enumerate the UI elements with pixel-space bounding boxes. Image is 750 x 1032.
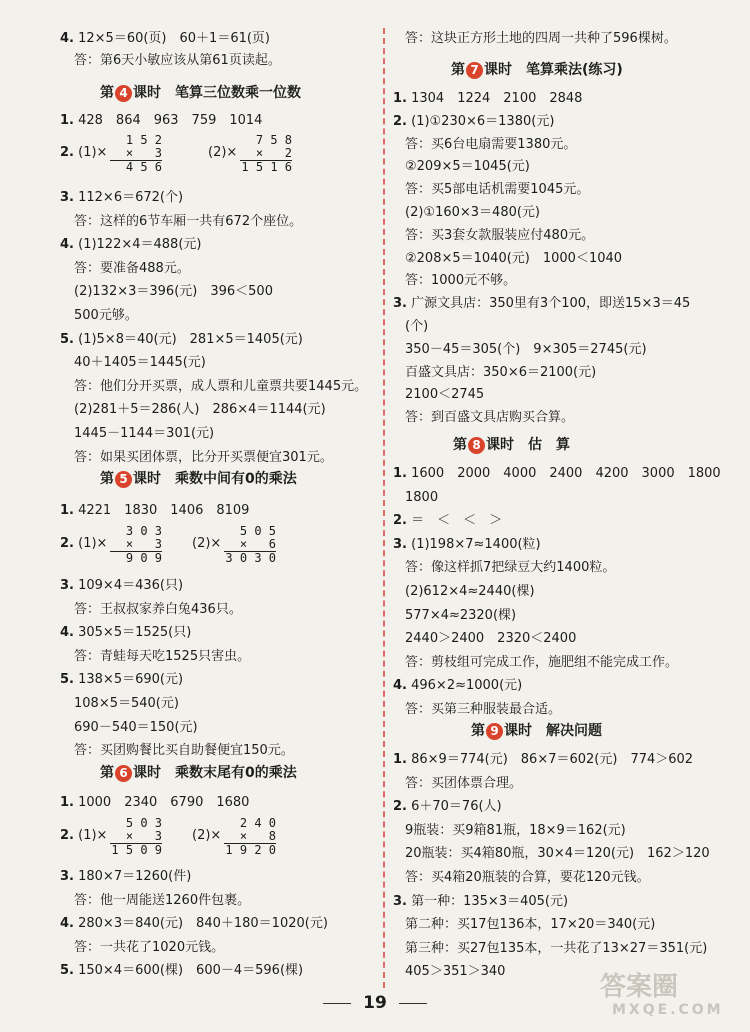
heading-prefix: 第 [451, 62, 465, 78]
calc-row: 5 0 3 [125, 816, 162, 830]
text-line: 1. 1600 2000 4000 2400 4200 3000 1800 [393, 466, 721, 481]
watermark-logo: 答案圈 [600, 972, 679, 1002]
text-line: 答：青蛙每天吃1525只害虫。 [74, 648, 251, 664]
calc-row: 9 0 9 [110, 551, 162, 565]
question-number: 1. [60, 795, 74, 810]
vertical-calculation [224, 525, 276, 565]
text-line: 答：要准备488元。 [74, 260, 190, 276]
text-line: 1. 428 864 963 759 1014 [60, 113, 263, 128]
question-number: 2. [393, 799, 407, 815]
calc-row: 3 0 3 [125, 524, 162, 538]
calc-row: 1 5 1 6 [241, 160, 292, 174]
text-line: 5. 138×5＝690(元) [60, 672, 184, 688]
question-number: 4. [60, 237, 74, 253]
heading-prefix: 第 [453, 437, 467, 453]
question-number: 3. [60, 578, 74, 593]
heading-prefix: 第 [100, 85, 114, 101]
heading-title: 课时 估 算 [486, 437, 570, 453]
text-line: 500元够。 [74, 308, 138, 323]
vertical-calculation [240, 134, 292, 174]
text-line: 答：买5部电话机需要1045元。 [405, 182, 590, 198]
question-number: 3. [60, 869, 74, 884]
text-line: 5. (1)5×8＝40(元) 281×5＝1405(元) [60, 331, 303, 347]
text-line: 2. 6＋70＝76(人) [393, 799, 502, 815]
text-line: 4. 12×5＝60(页) 60＋1＝61(页) [60, 31, 271, 46]
page-number: 19 [363, 993, 387, 1013]
text-line: 3. 第一种：135×3＝405(元) [393, 893, 569, 909]
section-heading [453, 436, 570, 454]
text-line: (2)612×4≈2440(棵) [405, 584, 535, 599]
text-line: 第三种：买27包135本，一共花了13×27＝351(元) [405, 940, 708, 956]
text-line: 答：如果买团体票，比分开买票便宜301元。 [74, 449, 333, 465]
text-line: 3. (1)198×7≈1400(粒) [393, 536, 541, 552]
text-line: 9瓶装：买9箱81瓶，18×9＝162(元) [405, 822, 626, 838]
calc-row: × 3 [125, 829, 162, 843]
watermark-url: MXQE.COM [612, 1002, 724, 1018]
vertical-calc-label: (2)× [192, 536, 222, 551]
text-line: 答：剪枝组可完成工作，施肥组不能完成工作。 [405, 654, 679, 670]
text-line: (个) [405, 319, 429, 334]
heading-title: 课时 笔算三位数乘一位数 [133, 85, 301, 101]
section-heading [471, 722, 602, 740]
calc-row: 3 0 3 0 [225, 551, 276, 565]
dash-right [399, 1003, 427, 1004]
question-number: 5. [60, 963, 74, 979]
text-line: 1. 1000 2340 6790 1680 [60, 795, 250, 810]
text-line: 第二种：买17包136本，17×20＝340(元) [405, 917, 656, 933]
heading-title: 课时 乘数中间有0的乘法 [133, 471, 297, 487]
vertical-calc-label: (2)× [192, 828, 222, 843]
text-line: 4. 305×5＝1525(只) [60, 625, 192, 641]
text-line: 答：他们分开买票，成人票和儿童票共要1445元。 [74, 378, 368, 394]
question-number: 1. [393, 91, 407, 106]
text-line: 2. ＝ ＜ ＜ ＞ [393, 513, 503, 529]
question-number: 1. [393, 752, 407, 767]
question-number: 4. [393, 678, 407, 694]
text-line: (2)①160×3＝480(元) [405, 205, 541, 220]
calc-row: × 3 [125, 146, 162, 160]
question-number: 5. [60, 331, 74, 347]
lesson-number-badge: 4 [115, 85, 132, 102]
text-line: 577×4≈2320(棵) [405, 607, 517, 623]
text-line: 答：买团体票合理。 [405, 775, 523, 791]
text-line: 3. 112×6＝672(个) [60, 190, 184, 205]
heading-prefix: 第 [100, 471, 114, 487]
calc-row: × 3 [125, 537, 162, 551]
text-line: 350－45＝305(个) 9×305＝2745(元) [405, 341, 647, 357]
question-number: 2. [393, 513, 407, 529]
text-line: 2100＜2745 [405, 387, 485, 403]
calc-row: 4 5 6 [110, 160, 162, 174]
text-line: 答：买第三种服装最合适。 [405, 702, 562, 717]
question-number: 3. [393, 893, 407, 909]
question-number: 1. [393, 466, 407, 481]
question-number: 3. [393, 536, 407, 552]
question-number: 1. [60, 113, 74, 128]
text-line: 5. 150×4＝600(棵) 600－4＝596(棵) [60, 963, 304, 979]
calc-row: 2 4 0 [239, 816, 276, 830]
dash-left [323, 1003, 351, 1004]
question-number: 4. [60, 625, 74, 641]
question-number: 4. [60, 916, 74, 932]
question-number: 1. [60, 503, 74, 518]
section-heading [451, 61, 623, 79]
text-line: 40＋1405＝1445(元) [74, 355, 206, 371]
text-line: 答：买6台电扇需要1380元。 [405, 136, 577, 152]
vertical-calc-label: (2)× [208, 145, 238, 160]
text-line: 3. 180×7＝1260(件) [60, 869, 192, 884]
text-line: ②209×5＝1045(元) [405, 159, 530, 175]
text-line: 答：第6天小敏应该从第61页读起。 [74, 53, 281, 68]
text-line: 答：到百盛文具店购买合算。 [405, 410, 575, 426]
text-line: 1. 1304 1224 2100 2848 [393, 91, 583, 106]
text-line: 108×5＝540(元) [74, 696, 179, 711]
text-line: 4. (1)122×4＝488(元) [60, 237, 202, 253]
question-number: 4. [60, 31, 74, 46]
text-line: ②208×5＝1040(元) 1000＜1040 [405, 250, 623, 266]
question-number: 2. [60, 145, 74, 160]
text-line: 20瓶装：买4箱80瓶，30×4＝120(元) 162＞120 [405, 846, 710, 862]
calc-row: 5 0 5 [239, 524, 276, 538]
text-line: 答：买团购餐比买自助餐便宜150元。 [74, 743, 294, 759]
text-line: 答：买4箱20瓶装的合算，要花120元钱。 [405, 870, 650, 885]
section-heading [100, 84, 301, 102]
question-number: 2. [60, 536, 74, 551]
heading-prefix: 第 [100, 765, 114, 781]
text-line: 答：一共花了1020元钱。 [74, 939, 225, 955]
text-line: (2)281＋5＝286(人) 286×4＝1144(元) [74, 402, 326, 418]
heading-prefix: 第 [471, 723, 485, 739]
section-heading [100, 470, 297, 488]
lesson-number-badge: 6 [115, 765, 132, 782]
section-heading [100, 764, 297, 782]
calc-row: 7 5 8 [255, 133, 292, 147]
vertical-calculation [224, 817, 276, 857]
text-line: 1800 [405, 489, 439, 505]
text-line: 2440＞2400 2320＜2400 [405, 631, 577, 647]
text-line: 答：这样的6节车厢一共有672个座位。 [74, 213, 303, 229]
vertical-calculation [110, 134, 162, 174]
vertical-calc-label: 2. (1)× [60, 536, 108, 551]
heading-title: 课时 解决问题 [504, 723, 602, 739]
text-line: 405＞351＞340 [405, 964, 506, 980]
vertical-calculation [110, 817, 162, 857]
calc-row: × 2 [255, 146, 292, 160]
vertical-calc-label: 2. (1)× [60, 145, 108, 160]
lesson-number-badge: 9 [486, 723, 503, 740]
lesson-number-badge: 7 [466, 62, 483, 79]
text-line: 3. 109×4＝436(只) [60, 578, 184, 593]
question-number: 3. [393, 296, 407, 312]
vertical-calc-label: 2. (1)× [60, 828, 108, 843]
question-number: 2. [60, 828, 74, 843]
question-number: 5. [60, 672, 74, 688]
text-line: 1. 4221 1830 1406 8109 [60, 503, 250, 518]
calc-row: 1 5 2 [125, 133, 162, 147]
text-line: 690－540＝150(元) [74, 719, 198, 735]
text-line: 答：这块正方形土地的四周一共种了596棵树。 [405, 31, 677, 46]
vertical-calculation [110, 525, 162, 565]
lesson-number-badge: 8 [468, 437, 485, 454]
calc-row: × 6 [239, 537, 276, 551]
text-line: 1. 86×9＝774(元) 86×7＝602(元) 774＞602 [393, 752, 694, 767]
question-number: 3. [60, 190, 74, 205]
text-line: (2)132×3＝396(元) 396＜500 [74, 284, 273, 300]
text-line: 答：王叔叔家养白兔436只。 [74, 601, 242, 617]
calc-row: 1 5 0 9 [111, 843, 162, 857]
heading-title: 课时 乘数末尾有0的乘法 [133, 765, 297, 781]
question-number: 2. [393, 113, 407, 129]
text-line: 3. 广源文具店：350里有3个100，即送15×3＝45 [393, 296, 691, 312]
lesson-number-badge: 5 [115, 471, 132, 488]
text-line: 答：1000元不够。 [405, 273, 517, 289]
text-line: 2. (1)①230×6＝1380(元) [393, 113, 555, 129]
text-line: 答：像这样抓7把绿豆大约1400粒。 [405, 560, 616, 576]
text-line: 百盛文具店：350×6＝2100(元) [405, 364, 597, 380]
text-line: 答：买3套女款服装应付480元。 [405, 227, 595, 243]
calc-row: × 8 [239, 829, 276, 843]
calc-row: 1 9 2 0 [225, 843, 276, 857]
text-line: 4. 280×3＝840(元) 840＋180＝1020(元) [60, 916, 328, 932]
text-line: 1445－1144＝301(元) [74, 426, 215, 441]
text-line: 答：他一周能送1260件包裹。 [74, 892, 251, 908]
text-line: 4. 496×2≈1000(元) [393, 678, 523, 694]
heading-title: 课时 笔算乘法(练习) [484, 62, 623, 78]
column-divider [383, 28, 385, 988]
